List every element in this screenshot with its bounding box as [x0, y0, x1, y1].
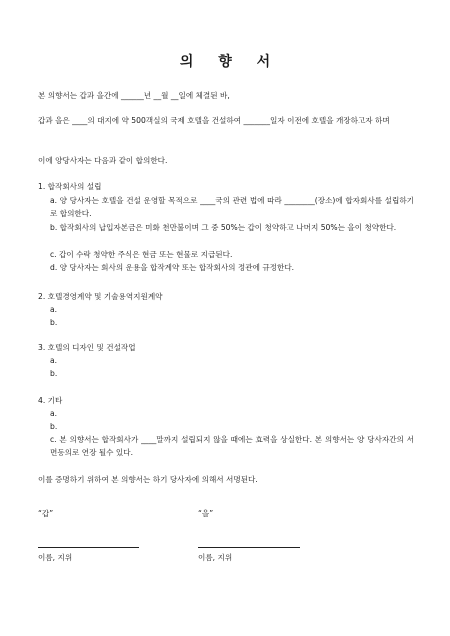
section-4-item-c: c. 본 의향서는 합작회사가 ____말까지 설립되지 않을 때에는 효력을 상실한다. 본 의향서는 양 당사자간의 서면동의로 연장 될수 있다.	[50, 435, 414, 457]
party-b-signature-line	[198, 547, 300, 548]
party-a-signature-line	[38, 547, 139, 548]
section-1-item-c: c. 갑이 수락 청약한 주식은 현금 또는 현물로 지급된다.	[50, 250, 233, 259]
document-title: 의 향 서	[179, 54, 281, 70]
intro-line: 본 의향서는 갑과 을간에 ______년 __월 __일에 체결된 바,	[38, 91, 230, 100]
section-3-item-a: a.	[50, 356, 58, 365]
party-a-label: “갑”	[38, 509, 54, 518]
section-4-item-a: a.	[50, 409, 58, 418]
section-3-item-b: b.	[50, 369, 58, 378]
section-1-heading: 1. 합작회사의 설립	[38, 182, 102, 191]
section-3-heading: 3. 호텔의 디자인 및 건설작업	[38, 343, 136, 352]
section-2-item-b: b.	[50, 318, 58, 327]
party-b-signature-caption: 이름, 지위	[198, 553, 233, 562]
agreement-intro: 이에 양당사자는 다음과 같이 합의한다.	[38, 156, 168, 165]
section-1-item-a: a. 양 당사자는 호텔을 건설 운영할 목적으로 ____국의 관련 법에 따라 ________(장소)에 합자회사를 설립하기로 합의한다.	[50, 196, 414, 218]
background-paragraph: 갑과 을은 ____의 대지에 약 500객실의 국제 호텔을 건설하여 _______일자 이전에 호텔을 개장하고자 하며	[38, 116, 390, 125]
closing-statement: 이를 증명하기 위하여 본 의향서는 하기 당사자에 의해서 서명된다.	[38, 475, 258, 484]
section-1-item-b: b. 합작회사의 납입자본금은 미화 천만불이며 그 중 50%는 갑이 청약하고 나머지 50%는 을이 청약한다.	[50, 223, 397, 232]
section-2-heading: 2. 호텔경영계약 및 기술용역지원계약	[38, 292, 163, 301]
party-b-label: “을”	[198, 509, 214, 518]
section-1-item-d: d. 양 당사자는 회사의 운용을 합작계약 또는 합작회사의 정관에 규정한다.	[50, 263, 295, 272]
section-2-item-a: a.	[50, 305, 58, 314]
party-a-signature-caption: 이름, 지위	[38, 553, 73, 562]
section-4-heading: 4. 기타	[38, 396, 63, 405]
section-4-item-b: b.	[50, 422, 58, 431]
